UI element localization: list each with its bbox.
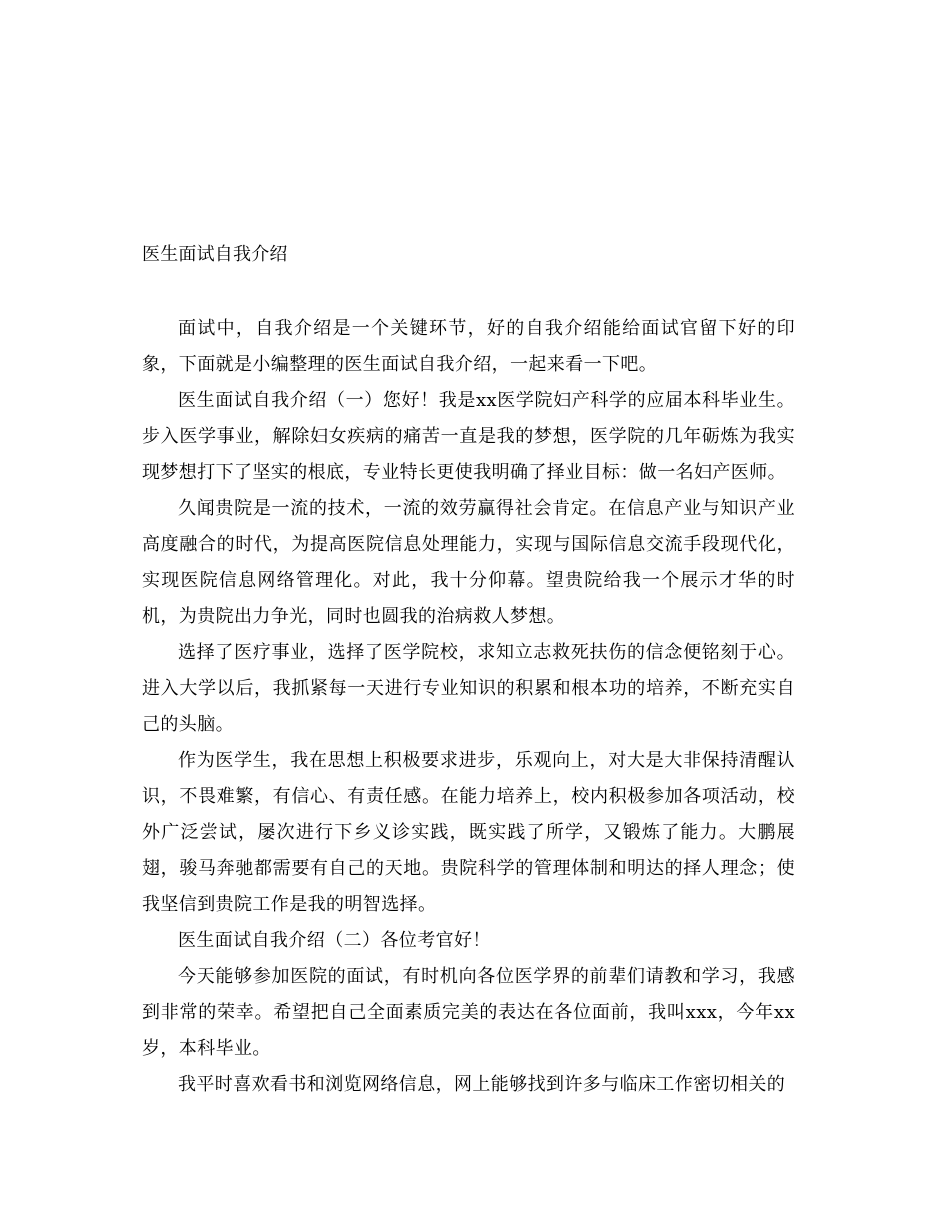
paragraph: 作为医学生，我在思想上积极要求进步，乐观向上，对大是大非保持清醒认识，不畏难繁，有信心、有责任感。在能力培养上，校内积极参加各项活动，校外广泛尝试，屡次进行下乡义诊实践，既实践了所学，又锻炼了能力。大鹏展翅，骏马奔驰都需要有自己的天地。贵院科学的管理体制和明达的择人理念；使我坚信到贵院工作是我的明智选择。	[142, 750, 795, 915]
paragraph: 今天能够参加医院的面试，有时机向各位医学界的前辈们请教和学习，我感到非常的荣幸。希望把自己全面素质完美的表达在各位面前，我叫xxx，今年xx岁，本科毕业。	[142, 966, 795, 1059]
paragraph: 选择了医疗事业，选择了医学院校，求知立志救死扶伤的信念便铭刻于心。进入大学以后，我抓紧每一天进行专业知识的积累和根本功的培养，不断充实自己的头脑。	[142, 642, 795, 735]
document-body	[142, 311, 795, 1103]
paragraph: 医生面试自我介绍（一）您好！我是xx医学院妇产科学的应届本科毕业生。步入医学事业，解除妇女疾病的痛苦一直是我的梦想，医学院的几年砺炼为我实现梦想打下了坚实的根底，专业特长更使我明确了择业目标：做一名妇产医师。	[142, 390, 795, 483]
paragraph: 面试中，自我介绍是一个关键环节，好的自我介绍能给面试官留下好的印象，下面就是小编整理的医生面试自我介绍，一起来看一下吧。	[142, 318, 795, 375]
paragraph: 久闻贵院是一流的技术，一流的效劳赢得社会肯定。在信息产业与知识产业高度融合的时代，为提高医院信息处理能力，实现与国际信息交流手段现代化，实现医院信息网络管理化。对此，我十分仰幕。望贵院给我一个展示才华的时机，为贵院出力争光，同时也圆我的治病救人梦想。	[142, 498, 795, 627]
paragraph: 我平时喜欢看书和浏览网络信息，网上能够找到许多与临床工作密切相关的	[178, 1074, 786, 1095]
paragraph: 医生面试自我介绍（二）各位考官好！	[178, 930, 491, 951]
document-title: 医生面试自我介绍	[142, 244, 288, 265]
